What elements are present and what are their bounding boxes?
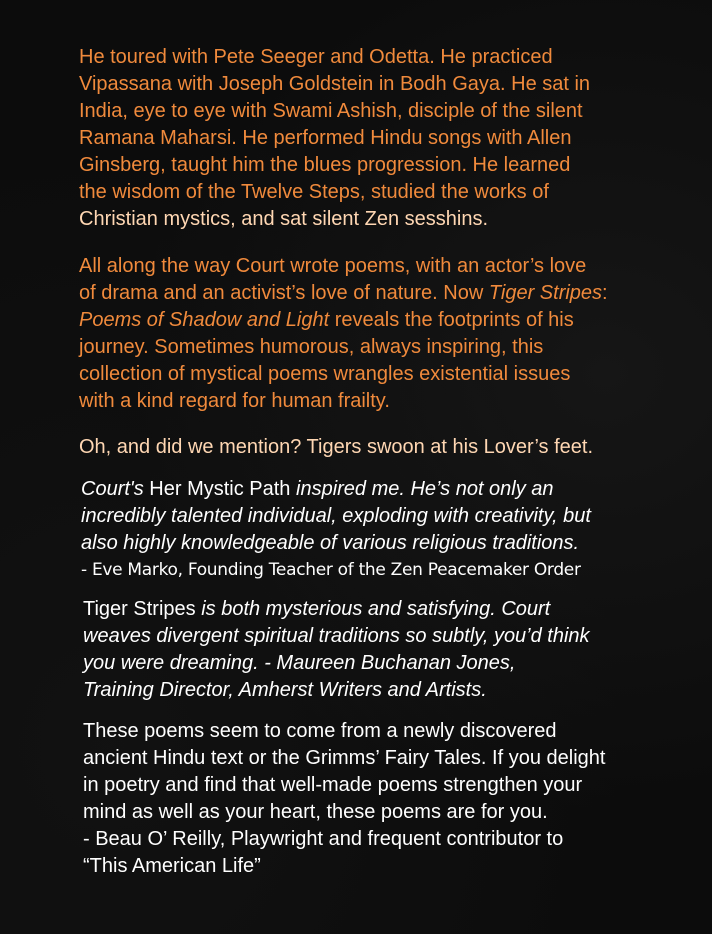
- endorsement-text: is both mysterious and satisfying. Court: [195, 598, 551, 620]
- description-line: journey. Sometimes humorous, always inspiring, this: [79, 336, 544, 358]
- endorsement-line: also highly knowledgeable of various religious traditions.: [81, 532, 580, 554]
- endorsement-line: weaves divergent spiritual traditions so subtly, you’d think: [83, 625, 590, 647]
- endorsement-line: [81, 476, 701, 503]
- book-title: Her Mystic Path: [143, 478, 296, 500]
- description-line: [79, 307, 699, 334]
- bio-line: India, eye to eye with Swami Ashish, disciple of the silent: [79, 100, 583, 122]
- book-title: Tiger Stripes: [83, 598, 196, 620]
- description-line: All along the way Court wrote poems, with an actor’s love: [79, 255, 587, 277]
- description-line: collection of mystical poems wrangles existential issues: [79, 363, 571, 385]
- book-title: Tiger Stripes: [488, 282, 603, 304]
- description-line: with a kind regard for human frailty.: [79, 390, 390, 412]
- endorsement-line: you were dreaming. - Maureen Buchanan Jones,: [83, 652, 516, 674]
- bio-line: Christian mystics, and sat silent Zen sesshins.: [79, 208, 489, 230]
- bio-line: Ramana Maharsi. He performed Hindu songs with Allen: [79, 127, 572, 149]
- endorsement-attribution: - Eve Marko, Founding Teacher of the Zen Peacemaker Order: [81, 560, 581, 580]
- endorsement-attribution: “This American Life”: [83, 855, 261, 877]
- endorsement-maureen-buchanan-jones: [83, 596, 693, 704]
- bio-line: Ginsberg, taught him the blues progression. He learned: [79, 154, 571, 176]
- endorsement-line: ancient Hindu text or the Grimms’ Fairy Tales. If you delight: [83, 747, 606, 769]
- description-text: of drama and an activist’s love of nature. Now: [79, 282, 489, 304]
- bio-line: the wisdom of the Twelve Steps, studied the works of: [79, 181, 549, 203]
- book-subtitle: Poems of Shadow and Light: [79, 309, 330, 331]
- endorsement-eve-marko: [81, 476, 701, 584]
- bio-paragraph: [79, 44, 699, 233]
- endorsement-line: mind as well as your heart, these poems are for you.: [83, 801, 548, 823]
- bio-line: Vipassana with Joseph Goldstein in Bodh Gaya. He sat in: [79, 73, 591, 95]
- endorsement-line: These poems seem to come from a newly discovered: [83, 720, 557, 742]
- description-line: [79, 280, 699, 307]
- bio-line: He toured with Pete Seeger and Odetta. He practiced: [79, 46, 553, 68]
- endorsement-line: [83, 596, 693, 623]
- endorsement-line: in poetry and find that well-made poems strengthen your: [83, 774, 583, 796]
- description-text: reveals the footprints of his: [329, 309, 574, 331]
- tagline: Oh, and did we mention? Tigers swoon at his Lover’s feet.: [79, 436, 593, 458]
- endorsement-line: incredibly talented individual, exploding with creativity, but: [81, 505, 591, 527]
- endorsement-line: Training Director, Amherst Writers and Artists.: [83, 679, 487, 701]
- endorsement-attribution: - Beau O’ Reilly, Playwright and frequent contributor to: [83, 828, 564, 850]
- book-description: [79, 253, 699, 415]
- endorsement-text: Court's: [81, 478, 144, 500]
- endorsement-beau-oreilly: [83, 718, 693, 880]
- endorsement-text: inspired me. He’s not only an: [296, 478, 554, 500]
- description-text: :: [602, 282, 608, 304]
